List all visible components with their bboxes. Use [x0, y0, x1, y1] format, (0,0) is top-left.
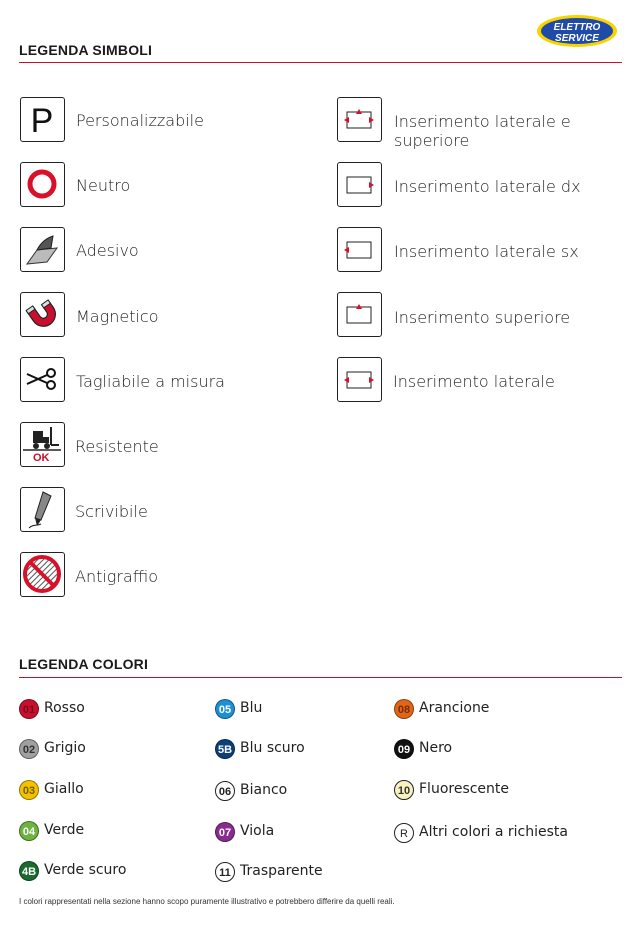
antigraffio-label: Antigraffio [75, 567, 159, 586]
symbols-divider [19, 62, 622, 63]
inserimento-laterale-superiore-label: Inserimento laterale e superiore [394, 112, 571, 150]
scrivibile-label: Scrivibile [75, 502, 148, 521]
inserimento-superiore-label: Inserimento superiore [394, 308, 571, 327]
logo-line2: SERVICE [555, 33, 599, 44]
pen-icon [21, 488, 63, 530]
neutro-label: Neutro [76, 176, 131, 195]
symbols-section-title: LEGENDA SIMBOLI [19, 42, 153, 58]
color-swatch-09: 09 [394, 739, 414, 759]
color-swatch-08: 08 [394, 699, 414, 719]
color-label-08: Arancione [419, 700, 490, 716]
color-label-4b: Verde scuro [44, 862, 127, 878]
colors-section-title: LEGENDA COLORI [19, 656, 149, 672]
color-label-09: Nero [419, 740, 453, 756]
tagliabile-label: Tagliabile a misura [76, 372, 225, 391]
inserimento-laterale-dx-label: Inserimento laterale dx [394, 177, 581, 196]
scrivibile-symbol [20, 487, 65, 532]
color-label-04: Verde [44, 822, 85, 838]
color-label-10: Fluorescente [419, 781, 510, 797]
color-swatch-02: 02 [19, 739, 39, 759]
adhesive-icon [21, 228, 63, 270]
tagliabile-symbol [20, 357, 65, 402]
color-swatch-04: 04 [19, 821, 39, 841]
insert-side-icon [338, 358, 380, 400]
no-scratch-icon [21, 553, 63, 595]
circle-ring-icon [21, 163, 63, 205]
color-swatch-03: 03 [19, 780, 39, 800]
letter-p-icon [21, 98, 63, 140]
antigraffio-symbol [20, 552, 65, 597]
footnote: I colori rappresentati nella sezione hanno scopo puramente illustrativo e potrebbero differire da quelli reali. [19, 897, 395, 906]
magnetico-symbol [20, 292, 65, 337]
adesivo-label: Adesivo [76, 241, 139, 260]
adesivo-symbol [20, 227, 65, 272]
inserimento-laterale-symbol [337, 357, 382, 402]
color-label-02: Grigio [44, 740, 86, 756]
colors-divider [19, 677, 622, 678]
neutro-symbol [20, 162, 65, 207]
color-swatch-5b: 5B [215, 739, 235, 759]
scissors-icon [21, 358, 63, 400]
color-swatch-4b: 4B [19, 861, 39, 881]
color-swatch-07: 07 [215, 822, 235, 842]
color-swatch-06: 06 [215, 781, 235, 801]
color-swatch-10: 10 [394, 780, 414, 800]
insert-side-top-icon [338, 98, 380, 140]
color-swatch-05: 05 [215, 699, 235, 719]
color-label-05: Blu [240, 700, 263, 716]
insert-right-icon [338, 163, 380, 205]
inserimento-laterale-sx-label: Inserimento laterale sx [394, 242, 579, 261]
color-label-r: Altri colori a richiesta [419, 824, 568, 840]
color-label-01: Rosso [44, 700, 85, 716]
color-swatch-01: 01 [19, 699, 39, 719]
resistente-symbol [20, 422, 65, 467]
magnetico-label: Magnetico [76, 307, 159, 326]
color-label-07: Viola [240, 823, 275, 839]
resistente-label: Resistente [75, 437, 159, 456]
inserimento-laterale-superiore-symbol [337, 97, 382, 142]
elettro-service-logo [536, 14, 618, 48]
color-swatch-11: 11 [215, 862, 235, 882]
inserimento-laterale-dx-symbol [337, 162, 382, 207]
ok-badge: OK [33, 452, 50, 464]
inserimento-laterale-sx-symbol [337, 227, 382, 272]
svg-text:P: P [30, 102, 54, 140]
color-label-06: Bianco [240, 782, 288, 798]
inserimento-superiore-symbol [337, 292, 382, 337]
magnet-icon [21, 293, 63, 335]
insert-left-icon [338, 228, 380, 270]
personalizzabile-label: Personalizzabile [76, 111, 204, 130]
inserimento-laterale-label: Inserimento laterale [393, 372, 555, 391]
color-label-11: Trasparente [240, 863, 323, 879]
insert-top-icon [338, 293, 380, 335]
logo-line1: ELETTRO [553, 22, 601, 33]
color-label-03: Giallo [44, 781, 84, 797]
personalizzabile-symbol [20, 97, 65, 142]
color-label-5b: Blu scuro [240, 740, 305, 756]
color-swatch-r: R [394, 823, 414, 843]
